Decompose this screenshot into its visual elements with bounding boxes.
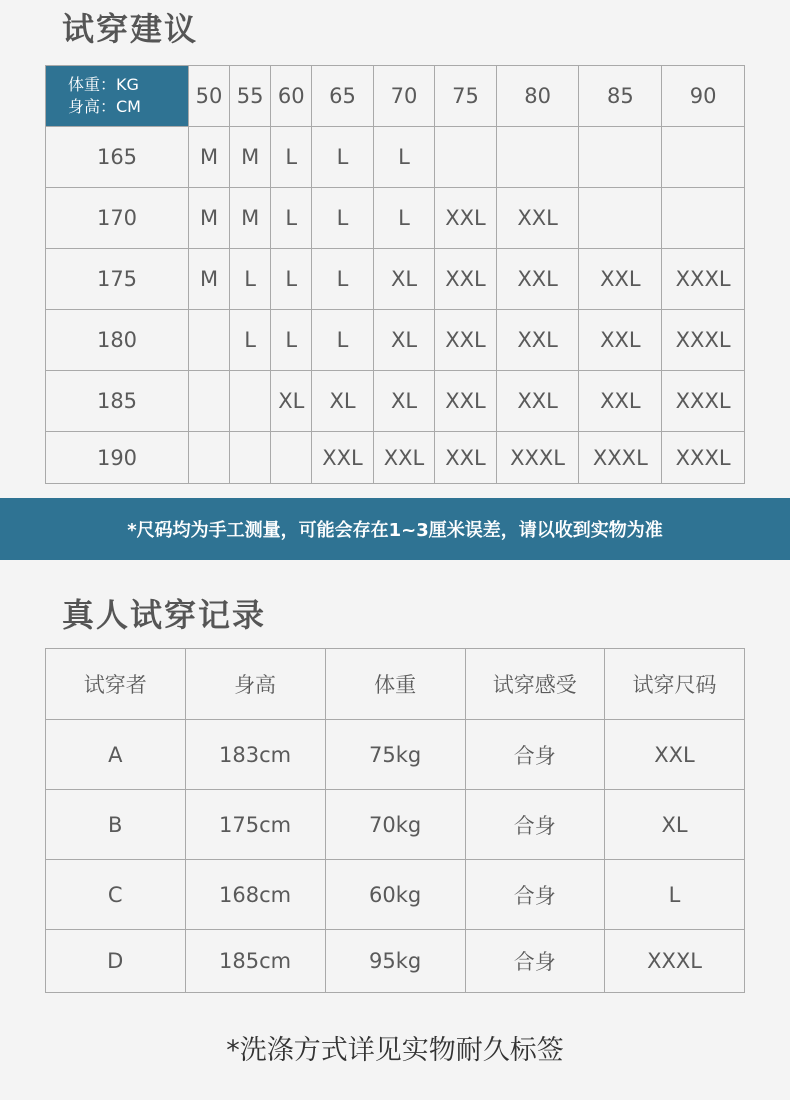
- size-cell: [230, 432, 271, 484]
- size-cell: XXL: [496, 249, 579, 310]
- size-cell: XXXL: [662, 249, 745, 310]
- size-value-cell: L: [605, 860, 745, 930]
- size-row: [46, 249, 745, 310]
- size-value-cell: XXXL: [605, 930, 745, 993]
- weight-header-cell: 55: [230, 66, 271, 127]
- measurement-note-banner: [0, 498, 790, 560]
- size-cell: [435, 127, 496, 188]
- feel-value-cell: 合身: [465, 790, 605, 860]
- size-cell: XXL: [579, 310, 662, 371]
- size-row: [46, 127, 745, 188]
- size-row: [46, 371, 745, 432]
- size-cell: XXL: [496, 310, 579, 371]
- size-cell: XXL: [496, 188, 579, 249]
- size-row: [46, 188, 745, 249]
- size-cell: XXXL: [496, 432, 579, 484]
- size-cell: M: [189, 249, 230, 310]
- size-cell: [189, 432, 230, 484]
- header-cell-height: 身高: [185, 649, 325, 720]
- size-cell: XL: [312, 371, 373, 432]
- try-on-record-table: [45, 648, 745, 993]
- size-cell: XXL: [373, 432, 434, 484]
- height-value-cell: 185cm: [185, 930, 325, 993]
- size-cell: L: [312, 310, 373, 371]
- weight-header-cell: 85: [579, 66, 662, 127]
- size-cell: XL: [373, 371, 434, 432]
- height-value-cell: 175cm: [185, 790, 325, 860]
- corner-header-cell: [46, 66, 189, 127]
- size-cell: XXXL: [579, 432, 662, 484]
- header-cell-feel: 试穿感受: [465, 649, 605, 720]
- size-cell: XXXL: [662, 432, 745, 484]
- size-cell: [579, 188, 662, 249]
- height-cell: 175: [46, 249, 189, 310]
- corner-height-label: 身高：CM: [68, 97, 141, 116]
- size-cell: XXL: [579, 371, 662, 432]
- size-cell: XXL: [496, 371, 579, 432]
- size-cell: XXXL: [662, 310, 745, 371]
- size-cell: XXL: [435, 371, 496, 432]
- size-guide-title: 试穿建议: [62, 10, 199, 48]
- table-row: [46, 790, 745, 860]
- height-cell: 170: [46, 188, 189, 249]
- size-cell: M: [230, 127, 271, 188]
- weight-header-cell: 90: [662, 66, 745, 127]
- size-cell: [579, 127, 662, 188]
- weight-value-cell: 70kg: [325, 790, 465, 860]
- size-cell: XL: [373, 310, 434, 371]
- table-row: [46, 930, 745, 993]
- height-value-cell: 168cm: [185, 860, 325, 930]
- weight-header-cell: 50: [189, 66, 230, 127]
- feel-value-cell: 合身: [465, 930, 605, 993]
- header-cell-tester: 试穿者: [46, 649, 186, 720]
- corner-weight-label: 体重：KG: [68, 75, 139, 94]
- size-row: [46, 432, 745, 484]
- size-cell: [271, 432, 312, 484]
- size-cell: [662, 188, 745, 249]
- size-cell: XXL: [435, 188, 496, 249]
- height-cell: 180: [46, 310, 189, 371]
- tester-cell: D: [46, 930, 186, 993]
- size-cell: L: [373, 188, 434, 249]
- tester-cell: B: [46, 790, 186, 860]
- weight-header-row: [46, 66, 745, 127]
- weight-header-cell: 70: [373, 66, 434, 127]
- tester-cell: C: [46, 860, 186, 930]
- feel-value-cell: 合身: [465, 720, 605, 790]
- height-cell: 165: [46, 127, 189, 188]
- size-cell: XXXL: [662, 371, 745, 432]
- weight-value-cell: 75kg: [325, 720, 465, 790]
- size-cell: XXL: [435, 310, 496, 371]
- weight-header-cell: 65: [312, 66, 373, 127]
- size-cell: XL: [271, 371, 312, 432]
- height-value-cell: 183cm: [185, 720, 325, 790]
- size-value-cell: XXL: [605, 720, 745, 790]
- header-cell-weight: 体重: [325, 649, 465, 720]
- size-cell: L: [312, 249, 373, 310]
- weight-header-cell: 75: [435, 66, 496, 127]
- size-cell: XXL: [435, 249, 496, 310]
- weight-header-cell: 80: [496, 66, 579, 127]
- header-cell-size: 试穿尺码: [605, 649, 745, 720]
- table-row: [46, 860, 745, 930]
- height-cell: 190: [46, 432, 189, 484]
- size-cell: L: [271, 127, 312, 188]
- weight-header-cell: 60: [271, 66, 312, 127]
- washing-instructions-note: *洗涤方式详见实物耐久标签: [226, 1035, 564, 1066]
- size-cell: L: [230, 310, 271, 371]
- weight-value-cell: 60kg: [325, 860, 465, 930]
- size-cell: XXL: [312, 432, 373, 484]
- size-cell: XXL: [435, 432, 496, 484]
- size-cell: L: [230, 249, 271, 310]
- size-cell: [230, 371, 271, 432]
- size-cell: [662, 127, 745, 188]
- size-cell: M: [189, 127, 230, 188]
- size-cell: L: [312, 188, 373, 249]
- size-value-cell: XL: [605, 790, 745, 860]
- feel-value-cell: 合身: [465, 860, 605, 930]
- table-row: [46, 720, 745, 790]
- size-cell: [496, 127, 579, 188]
- size-cell: [189, 310, 230, 371]
- size-cell: [189, 371, 230, 432]
- size-cell: XL: [373, 249, 434, 310]
- size-cell: M: [230, 188, 271, 249]
- size-cell: L: [271, 249, 312, 310]
- try-on-record-title: 真人试穿记录: [62, 596, 267, 634]
- weight-value-cell: 95kg: [325, 930, 465, 993]
- height-cell: 185: [46, 371, 189, 432]
- size-row: [46, 310, 745, 371]
- size-cell: M: [189, 188, 230, 249]
- tester-cell: A: [46, 720, 186, 790]
- try-on-header-row: [46, 649, 745, 720]
- size-cell: L: [271, 188, 312, 249]
- size-cell: L: [373, 127, 434, 188]
- size-cell: L: [312, 127, 373, 188]
- size-cell: L: [271, 310, 312, 371]
- size-guide-table: [45, 65, 745, 484]
- measurement-note-text: *尺码均为手工测量，可能会存在1~3厘米误差，请以收到实物为准: [127, 520, 663, 541]
- size-cell: XXL: [579, 249, 662, 310]
